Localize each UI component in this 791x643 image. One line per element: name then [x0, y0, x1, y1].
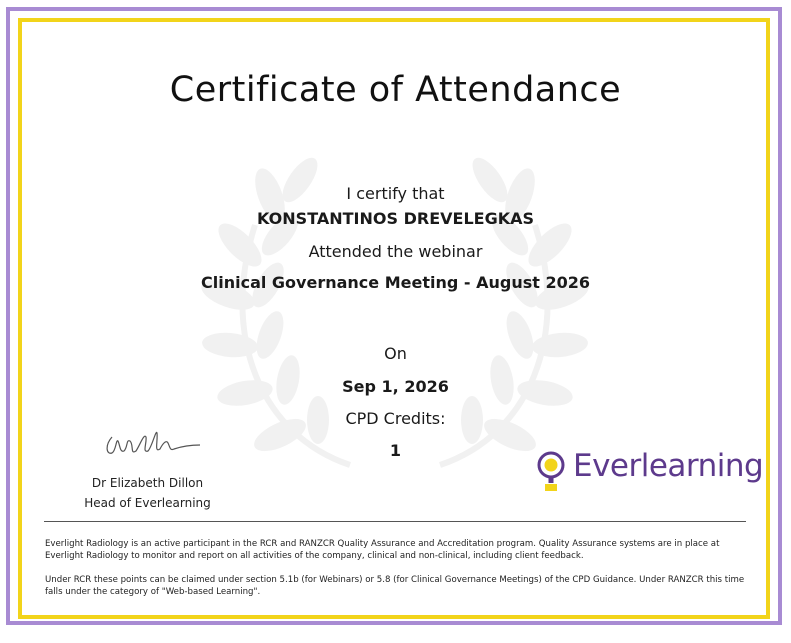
webinar-title: Clinical Governance Meeting - August 2026 — [201, 273, 590, 292]
everlearning-logo-text: Everlearning — [573, 448, 764, 484]
signatory-role: Head of Everlearning — [84, 496, 211, 510]
on-text: On — [384, 344, 407, 363]
cpd-credits-label: CPD Credits: — [345, 409, 446, 428]
everlearning-logo-icon — [537, 450, 571, 496]
certificate-title: Certificate of Attendance — [169, 70, 622, 110]
cpd-credits-value: 1 — [389, 441, 402, 460]
certify-text: I certify that — [346, 184, 445, 203]
footer-divider — [44, 521, 746, 522]
attended-text: Attended the webinar — [308, 242, 483, 261]
attendee-name: KONSTANTINOS DREVELEGKAS — [257, 209, 534, 228]
signature-image — [100, 425, 205, 465]
signatory-name: Dr Elizabeth Dillon — [91, 476, 204, 490]
attendance-date: Sep 1, 2026 — [342, 377, 449, 396]
footer-paragraph-2: Under RCR these points can be claimed under section 5.1b (for Webinars) or 5.8 (for Clinical Governance Meetings) of the CPD Guidance. Under RANZCR this time falls under the category of "Web-based Learning". — [45, 575, 745, 597]
footer-paragraph-1: Everlight Radiology is an active participant in the RCR and RANZCR Quality Assurance and Accreditation program. Quality Assurance systems are in place at Everlight Radiology to monitor and report on all activities of the company, clinical and non-clinical, including client feedback. — [45, 539, 720, 561]
